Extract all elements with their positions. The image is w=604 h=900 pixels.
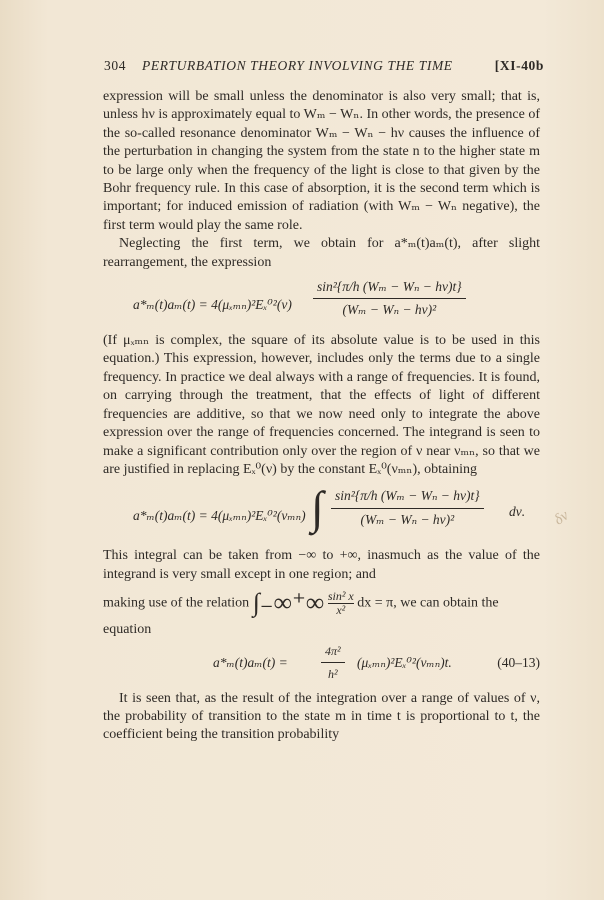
integral-sign: ∫ <box>311 482 324 534</box>
paragraph: This integral can be taken from −∞ to +∞, inasmuch as the value of the integrand is very small except in one region; and <box>103 548 540 582</box>
fraction-denominator: (Wₘ − Wₙ − hν)² <box>342 302 437 318</box>
text-after: dx = π, we can obtain the <box>357 595 499 611</box>
section-marker: [XI-40b <box>494 58 544 73</box>
equation-lhs: a*ₘ(t)aₘ(t) = 4(μₓₘₙ)²Eₓ⁰²(νₘₙ) <box>133 508 306 524</box>
body-text <box>103 88 540 745</box>
equation-3 <box>103 640 540 690</box>
inline-fraction <box>328 590 354 617</box>
fraction-numerator: sin²{π/h (Wₘ − Wₙ − hν)t} <box>313 278 466 299</box>
equation-number: (40–13) <box>497 654 540 670</box>
paragraph: Neglecting the first term, we obtain for a*ₘ(t)aₘ(t), after slight rearrangement, the expression <box>103 236 540 270</box>
fraction-numerator: 4π² <box>321 642 345 663</box>
paragraph: equation <box>103 622 152 638</box>
fraction-denominator: h² <box>328 666 338 681</box>
equation-rhs: (μₓₘₙ)²Eₓ⁰²(νₘₙ)t. <box>357 654 452 670</box>
paragraph: It is seen that, as the result of the integration over a range of values of ν, the probability of transition to the state m in time t is proportional to t, the coefficient being the transition probability <box>103 690 540 743</box>
handwritten-margin-note: δν <box>551 507 572 529</box>
differential: dν. <box>509 504 526 520</box>
text-before: making use of the relation <box>103 595 250 611</box>
fraction-numerator: sin² x <box>327 589 354 604</box>
integral-sign: ∫₋∞⁺∞ <box>252 588 325 618</box>
equation-fraction <box>331 487 484 529</box>
equation-lhs: a*ₘ(t)aₘ(t) = <box>213 654 288 670</box>
paragraph <box>103 590 540 617</box>
page-number: 304 <box>104 58 127 73</box>
fraction-denominator: x² <box>336 603 346 618</box>
paragraph: (If μₓₘₙ is complex, the square of its absolute value is to be used in this equation.) This expression, however, includes only the terms due to a single frequency. In practice we deal always with a range of frequencies. It is found, on carrying through the treatment, that the effects of light of different frequencies are additive, so that we now need only to integrate the above expression over the range of frequencies concerned. The integrand is seen to make a significant contribution only over the region of ν near νₘₙ, so that we are justified in replacing Eₓ⁰(ν) by the constant Eₓ⁰(νₘₙ), obtaining <box>103 333 540 477</box>
equation-fraction <box>321 642 345 684</box>
equation-1 <box>103 272 540 332</box>
equation-fraction <box>313 278 466 320</box>
equation-2 <box>103 479 540 547</box>
running-title: PERTURBATION THEORY INVOLVING THE TIME <box>142 58 453 73</box>
fraction-numerator: sin²{π/h (Wₘ − Wₙ − hν)t} <box>331 487 484 508</box>
paragraph: expression will be small unless the denominator is also very small; that is, unless hν is approximately equal to Wₘ − Wₙ. In other words, the presence of the so-called resonance denominator Wₘ − Wₙ − hν causes the influence of the perturbation in changing the system from the state n to the higher state m to be large only when the frequency of the light is close to that given by the Bohr frequency rule. In this case of absorption, it is the second term which is important; for induced emission of radiation (with Wₘ − Wₙ negative), the first term would play the same role. <box>103 89 540 233</box>
equation-lhs: a*ₘ(t)aₘ(t) = 4(μₓₘₙ)²Eₓ⁰²(ν) <box>133 297 292 313</box>
fraction-denominator: (Wₘ − Wₙ − hν)² <box>360 511 455 527</box>
